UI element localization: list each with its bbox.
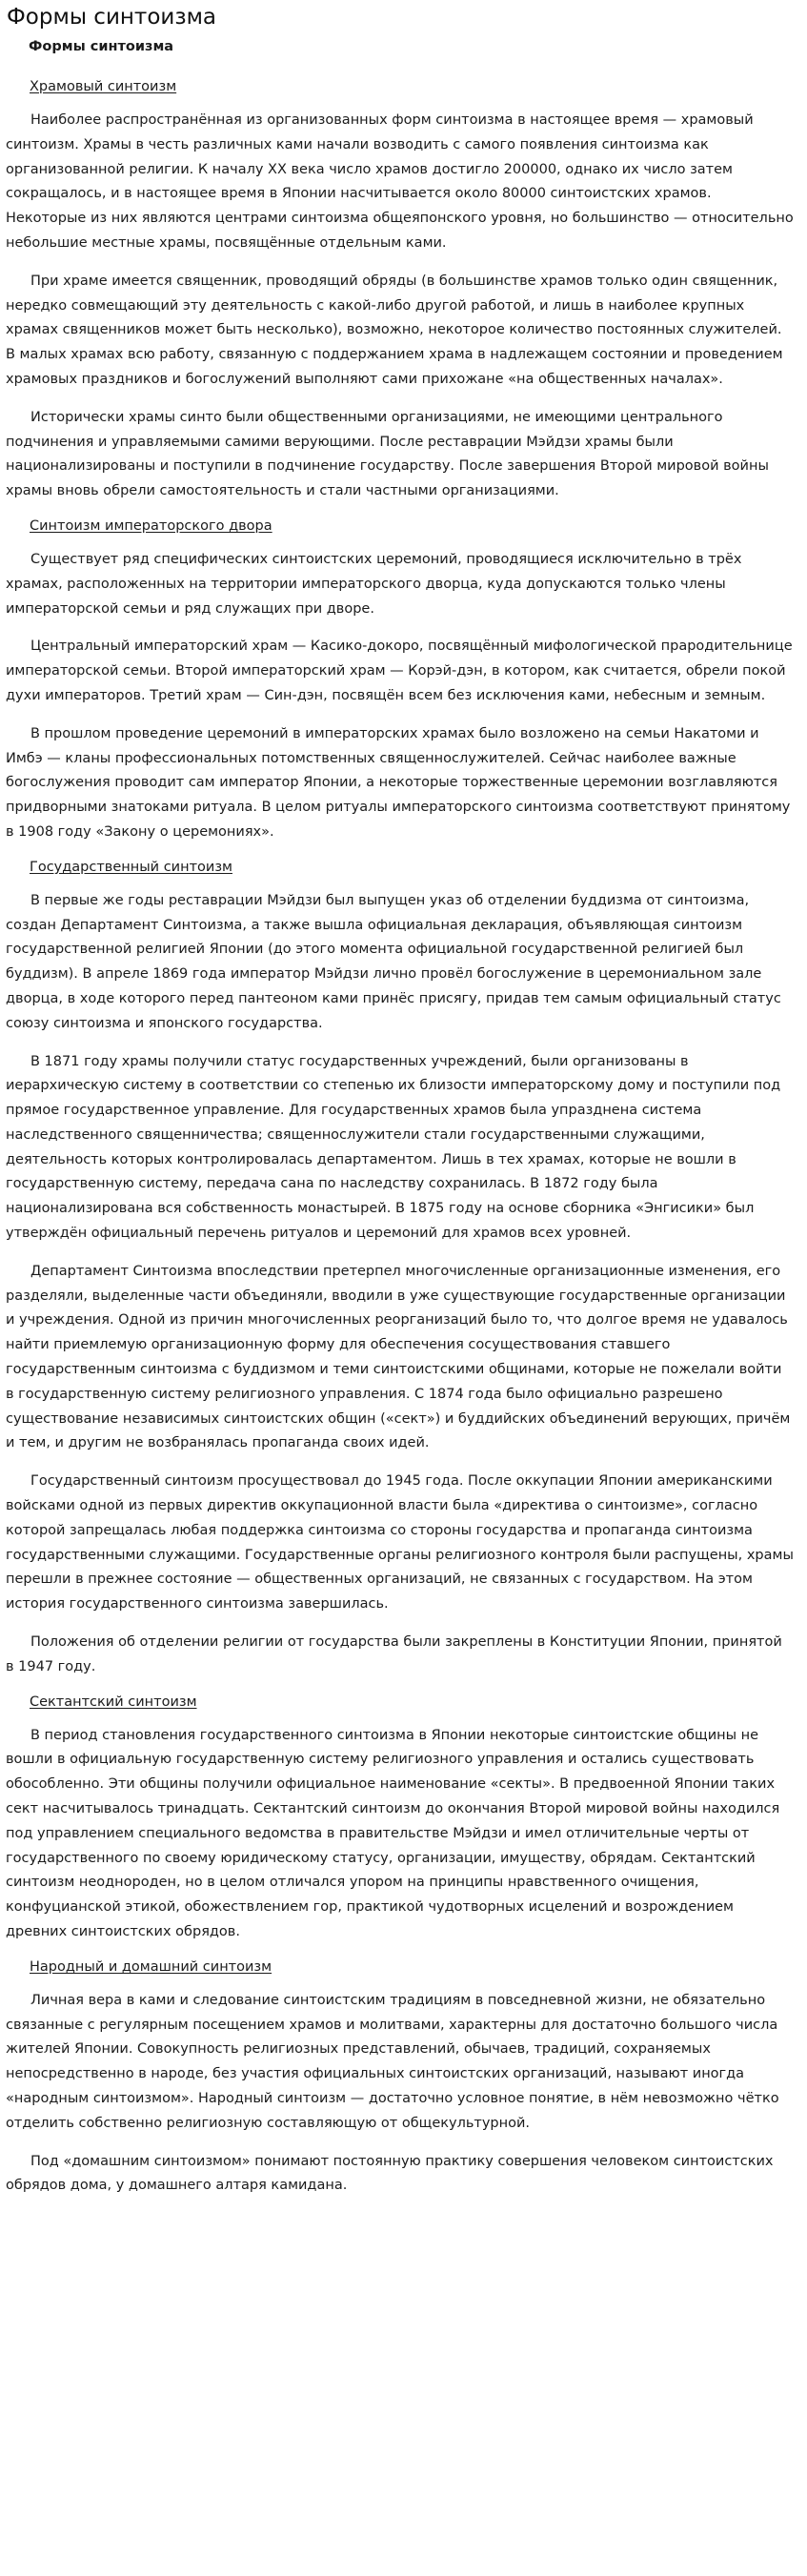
paragraph: Наиболее распространённая из организованных форм синтоизма в настоящее время — храмовый синтоизм. Храмы в честь различных ками начали возводить с самого появления синтоизма как организованной религии. К началу XX века число храмов достигло 200000, однако их число затем сокращалось, и в настоящее время в Японии насчитывается около 80000 синтоистских храмов. Некоторые из них являются центрами синтоизма общеяпонского уровня, но большинство — относительно небольшие местные храмы, посвящённые отдельным ками. xyxy=(6,112,794,251)
paragraph: Государственный синтоизм просуществовал до 1945 года. После оккупации Японии американскими войсками одной из первых директив оккупационной власти была «директива о синтоизме», согласно которой запрещалась любая поддержка синтоизма со стороны государства и пропаганда синтоизма государственными служащими. Государственные органы религиозного контроля были распущены, храмы перешли в прежнее состояние — общественных организаций, не связанных с государством. На этом история государственного синтоизма завершилась. xyxy=(6,1473,794,1613)
document-heading: Формы синтоизма xyxy=(29,39,174,54)
section-title-sectarian-shinto[interactable]: Сектантский синтоизм xyxy=(30,1694,197,1710)
section-temple-shinto xyxy=(6,78,801,504)
section-title-state-shinto[interactable]: Государственный синтоизм xyxy=(30,859,232,875)
paragraph: В 1871 году храмы получили статус государственных учреждений, были организованы в иерархическую систему в соответствии со степенью их близости императорскому дому и поступили под прямое государственное управление. Для государственных храмов была упразднена система наследственного священничества; священнослужители стали государственными служащими, деятельность которых контролировалась департаментом. Лишь в тех храмах, которые не вошли в государственную систему, передача сана по наследству сохранилась. В 1872 году была национализирована вся собственность монастырей. В 1875 году на основе сборника «Энгисики» был утверждён официальный перечень ритуалов и церемоний для храмов всех уровней. xyxy=(6,1053,781,1242)
paragraph: При храме имеется священник, проводящий обряды (в большинстве храмов только один священник, нередко совмещающий эту деятельность с какой-либо другой работой, и лишь в наиболее крупных храмах священников может быть несколько), возможно, некоторое количество постоянных служителей. В малых храмах всю работу, связанную с поддержанием храма в надлежащем состоянии и проведением храмовых праздников и богослужений выполняют сами прихожане «на общественных началах». xyxy=(6,273,783,387)
section-title-temple-shinto[interactable]: Храмовый синтоизм xyxy=(30,79,177,94)
section-title-imperial-shinto[interactable]: Синтоизм императорского двора xyxy=(30,517,272,534)
paragraph: В первые же годы реставрации Мэйдзи был выпущен указ об отделении буддизма от синтоизма, создан Департамент Синтоизма, а также вышла официальная декларация, объявляющая синтоизм государственной религией Японии (до этого момента официальной государственной религией был буддизм). В апреле 1869 года император Мэйдзи лично провёл богослужение в церемониальном зале дворца, в ходе которого перед пантеоном ками принёс присягу, придав тем самым официальный статус союзу синтоизма и японского государства. xyxy=(6,892,781,1031)
section-folk-domestic-shinto xyxy=(6,1958,801,2199)
section-imperial-shinto xyxy=(6,517,801,845)
paragraph: В прошлом проведение церемоний в императорских храмах было возложено на семьи Накатоми и Имбэ — кланы профессиональных потомственных священнослужителей. Сейчас наиболее важные богослужения проводит сам император Японии, а некоторые торжественные церемонии возглавляются придворными знатоками ритуала. В целом ритуалы императорского синтоизма соответствуют принятому в 1908 году «Закону о церемониях». xyxy=(6,725,791,840)
paragraph: Центральный императорский храм — Касико-докоро, посвящённый мифологической прародительнице императорской семьи. Второй императорский храм — Корэй-дэн, в котором, как считается, обрели покой духи императоров. Третий храм — Син-дэн, посвящён всем без исключения ками, небесным и земным. xyxy=(6,639,793,703)
paragraph: В период становления государственного синтоизма в Японии некоторые синтоистские общины не вошли в официальную государственную систему религиозного управления и остались существовать обособленно. Эти общины получили официальное наименование «секты». В предвоенной Японии таких сект насчитывалось тринадцать. Сектантский синтоизм до окончания Второй мировой войны находился под управлением специального ведомства в правительстве Мэйдзи и имел отличительные черты от государственного по своему юридическому статусу, организации, имуществу, обрядам. Сектантский синтоизм неоднороден, но в целом отличался упором на принципы нравственного очищения, конфуцианской этикой, обожествлением гор, практикой чудотворных исцелений и возрождением древних синтоистских обрядов. xyxy=(6,1727,780,1939)
paragraph: Департамент Синтоизма впоследствии претерпел многочисленные организационные изменения, его разделяли, выделенные части объединяли, вводили в уже существующие государственные организации и учреждения. Одной из причин многочисленных реорганизаций было то, что долгое время не удавалось найти приемлемую организационную форму для обеспечения сосуществования ставшего государственным синтоизма с буддизмом и теми синтоистскими общинами, которые не пожелали войти в государственную систему религиозного управления. С 1874 года было официально разрешено существование независимых синтоистских общин («сект») и буддийских объединений верующих, причём и тем, и другим не возбранялась пропаганда своих идей. xyxy=(6,1263,791,1451)
section-title-folk-domestic-shinto[interactable]: Народный и домашний синтоизм xyxy=(30,1958,272,1975)
paragraph: Личная вера в ками и следование синтоистским традициям в повседневной жизни, не обязательно связанные с регулярным посещением храмов и молитвами, характерны для достаточно большого числа жителей Японии. Совокупность религиозных представлений, обычаев, традиций, сохраняемых непосредственно в народе, без участия официальных синтоистских организаций, называют иногда «народным синтоизмом». Народный синтоизм — достаточно условное понятие, в нём невозможно чётко отделить собственно религиозную составляющую от общекультурной. xyxy=(6,1992,779,2131)
paragraph: Существует ряд специфических синтоистских церемоний, проводящиеся исключительно в трёх храмах, расположенных на территории императорского дворца, куда допускаются только члены императорской семьи и ряд служащих при дворе. xyxy=(6,551,742,617)
page-title: Формы синтоизма xyxy=(7,5,217,30)
section-sectarian-shinto xyxy=(6,1694,801,1945)
paragraph: Положения об отделении религии от государства были закреплены в Конституции Японии, принятой в 1947 году. xyxy=(6,1634,782,1674)
paragraph: Под «домашним синтоизмом» понимают постоянную практику совершения человеком синтоистских обрядов дома, у домашнего алтаря камидана. xyxy=(6,2153,774,2194)
paragraph: Исторически храмы синто были общественными организациями, не имеющими центрального подчинения и управляемыми самими верующими. После реставрации Мэйдзи храмы были национализированы и поступили в подчинение государству. После завершения Второй мировой войны храмы вновь обрели самостоятельность и стали частными организациями. xyxy=(6,409,769,499)
section-state-shinto xyxy=(6,859,801,1680)
